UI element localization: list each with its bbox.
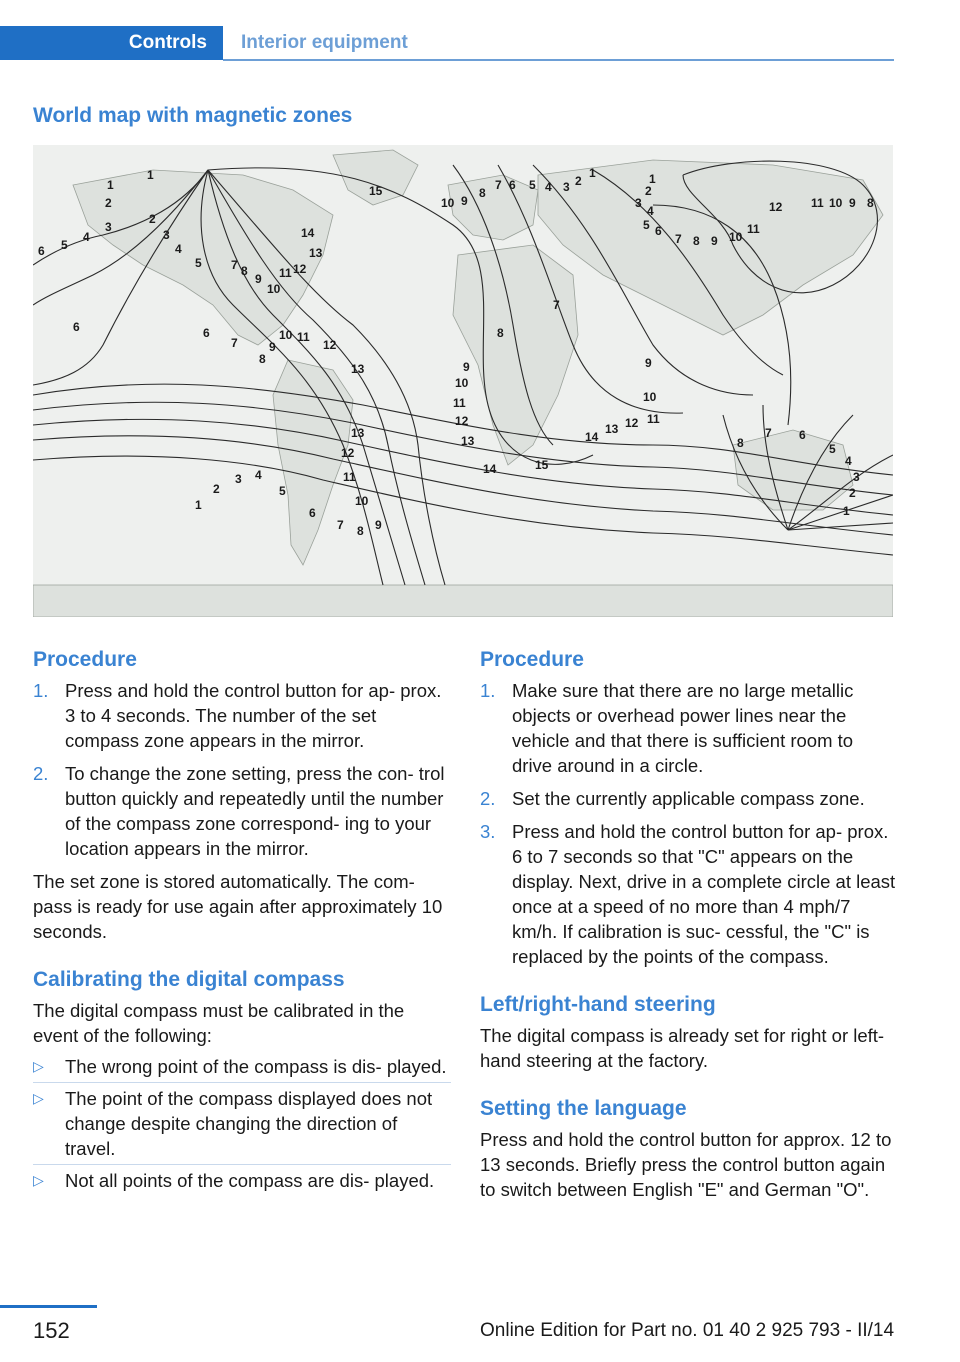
step-number: 1.	[480, 680, 496, 701]
zone-label: 9	[461, 194, 468, 208]
zone-label: 13	[309, 246, 323, 260]
zone-label: 7	[675, 232, 682, 246]
zone-label: 1	[107, 178, 114, 192]
map-svg	[33, 145, 893, 617]
zone-label: 12	[769, 200, 783, 214]
zone-label: 3	[563, 180, 570, 194]
step-text: Set the currently applicable compass zone.	[512, 788, 865, 809]
zone-label: 2	[105, 196, 112, 210]
zone-label: 12	[625, 416, 639, 430]
zone-label: 7	[495, 178, 502, 192]
zone-label: 12	[341, 446, 355, 460]
header-rule	[223, 59, 894, 61]
list-item	[33, 1054, 451, 1079]
language-heading: Setting the language	[480, 1097, 687, 1120]
zone-label: 2	[149, 212, 156, 226]
antarctica-shape	[33, 585, 893, 617]
zone-label: 2	[213, 482, 220, 496]
calibrating-heading: Calibrating the digital compass	[33, 968, 345, 991]
zone-label: 10	[729, 230, 743, 244]
zone-label: 9	[849, 196, 856, 210]
zone-label: 7	[231, 258, 238, 272]
procedure-heading: Procedure	[33, 648, 137, 671]
zone-label: 5	[643, 218, 650, 232]
step-number: 1.	[33, 680, 49, 701]
zone-label: 12	[293, 262, 307, 276]
triangle-bullet-icon: ▷	[33, 1172, 44, 1188]
right-column	[480, 646, 898, 1208]
zone-label: 10	[267, 282, 281, 296]
zone-label: 4	[647, 204, 654, 218]
zone-label: 9	[375, 518, 382, 532]
calibration-procedure-steps	[480, 678, 898, 969]
language-text: Press and hold the control button for approx. 12 to 13 seconds. Briefly press the control button again to switch between English "E" and German "O".	[480, 1129, 892, 1200]
section-tab-interior-equipment[interactable]: Interior equipment	[241, 32, 408, 53]
zone-label: 3	[635, 196, 642, 210]
zone-label: 3	[853, 470, 860, 484]
zone-label: 6	[38, 244, 45, 258]
zone-label: 8	[693, 234, 700, 248]
zone-label: 10	[279, 328, 293, 342]
zone-label: 7	[553, 298, 560, 312]
zone-label: 8	[497, 326, 504, 340]
calibration-procedure-heading: Procedure	[480, 648, 584, 671]
steering-text: The digital compass is already set for right or left-hand steering at the factory.	[480, 1025, 885, 1071]
map-title: World map with magnetic zones	[33, 104, 353, 127]
zone-label: 14	[483, 462, 497, 476]
zone-label: 7	[231, 336, 238, 350]
list-item	[33, 678, 451, 753]
calibration-conditions	[33, 1054, 451, 1193]
zone-label: 15	[535, 458, 549, 472]
zone-label: 10	[455, 376, 469, 390]
zone-label: 6	[309, 506, 316, 520]
step-number: 2.	[480, 788, 496, 809]
zone-label: 11	[647, 412, 660, 426]
calibrating-intro: The digital compass must be calibrated in the event of the following:	[33, 1000, 405, 1046]
zone-label: 8	[867, 196, 874, 210]
list-item	[480, 678, 898, 778]
zone-label: 8	[737, 436, 744, 450]
zone-label: 8	[357, 524, 364, 538]
zone-label: 15	[369, 184, 383, 198]
zone-label: 12	[323, 338, 337, 352]
list-item	[33, 761, 451, 861]
zone-label: 9	[269, 340, 276, 354]
zone-label: 13	[351, 426, 365, 440]
zone-label: 8	[241, 264, 248, 278]
zone-label: 6	[203, 326, 210, 340]
left-column	[33, 646, 451, 1200]
zone-label: 3	[235, 472, 242, 486]
step-text: Press and hold the control button for ap‐ prox. 6 to 7 seconds so that "C" appears on the display. Next, drive in a complete circle at least once at a speed of no more than 4 mph/7 km/h. If calibration is suc‐ cessful, the "C" is replaced by the points of the compass.	[512, 821, 896, 967]
zone-label: 13	[351, 362, 365, 376]
zone-label: 13	[461, 434, 475, 448]
zone-label: 13	[605, 422, 619, 436]
zone-label: 1	[589, 166, 596, 180]
zone-label: 9	[711, 234, 718, 248]
zone-label: 12	[455, 414, 469, 428]
stored-zone-text: The set zone is stored automatically. The com‐ pass is ready for use again after approximately 10 seconds.	[33, 871, 443, 942]
zone-label: 10	[441, 196, 455, 210]
zone-procedure-steps	[33, 678, 451, 861]
divider	[33, 1082, 451, 1083]
zone-label: 10	[643, 390, 657, 404]
zone-label: 5	[529, 178, 536, 192]
bullet-text: Not all points of the compass are dis‐ played.	[65, 1170, 435, 1191]
step-number: 3.	[480, 821, 496, 842]
divider	[33, 1164, 451, 1165]
zone-label: 2	[645, 184, 652, 198]
zone-label: 5	[829, 442, 836, 456]
zone-label: 5	[279, 484, 286, 498]
zone-label: 7	[765, 426, 772, 440]
zone-label: 4	[83, 230, 90, 244]
zone-label: 14	[301, 226, 315, 240]
zone-label: 4	[175, 242, 182, 256]
list-item	[480, 819, 898, 969]
footer-rule	[0, 1305, 97, 1308]
zone-label: 2	[575, 174, 582, 188]
zone-label: 3	[105, 220, 112, 234]
zone-label: 3	[163, 228, 170, 242]
step-text: To change the zone setting, press the con‐ trol button quickly and repeatedly until the number of the compass zone correspond‐ ing to your location appears in the mirror.	[65, 763, 445, 859]
zone-label: 6	[655, 224, 662, 238]
zone-label: 9	[645, 356, 652, 370]
bullet-text: The wrong point of the compass is dis‐ played.	[65, 1056, 447, 1077]
triangle-bullet-icon: ▷	[33, 1090, 44, 1106]
zone-label: 5	[195, 256, 202, 270]
zone-label: 11	[453, 396, 466, 410]
list-item	[33, 1168, 451, 1193]
zone-label: 9	[463, 360, 470, 374]
steering-heading: Left/right-hand steering	[480, 993, 716, 1016]
page-header	[0, 26, 894, 62]
magnetic-zone-map	[33, 145, 893, 617]
zone-label: 11	[811, 196, 824, 210]
zone-label: 1	[843, 504, 850, 518]
zone-label: 6	[73, 320, 80, 334]
zone-label: 10	[355, 494, 369, 508]
zone-label: 11	[297, 330, 310, 344]
zone-label: 8	[479, 186, 486, 200]
zone-label: 1	[649, 172, 656, 186]
page-number: 152	[33, 1318, 70, 1343]
zone-label: 1	[147, 168, 154, 182]
zone-label: 4	[545, 180, 552, 194]
zone-label: 5	[61, 238, 68, 252]
zone-label: 6	[509, 178, 516, 192]
bullet-text: The point of the compass displayed does not change despite changing the direction of travel.	[65, 1088, 433, 1159]
list-item	[480, 786, 898, 811]
step-number: 2.	[33, 763, 49, 784]
chapter-tab-controls[interactable]: Controls	[0, 26, 223, 60]
triangle-bullet-icon: ▷	[33, 1058, 44, 1074]
zone-label: 4	[845, 454, 852, 468]
edition-text: Online Edition for Part no. 01 40 2 925 793 - II/14	[480, 1320, 895, 1341]
step-text: Make sure that there are no large metallic objects or overhead power lines near the vehicle and that there is sufficient room to drive around in a circle.	[512, 680, 854, 776]
list-item	[33, 1086, 451, 1161]
zone-label: 1	[195, 498, 202, 512]
zone-label: 10	[829, 196, 843, 210]
zone-label: 11	[279, 266, 292, 280]
zone-label: 6	[799, 428, 806, 442]
zone-label: 11	[343, 470, 356, 484]
zone-label: 14	[585, 430, 599, 444]
zone-label: 2	[849, 486, 856, 500]
zone-label: 9	[255, 272, 262, 286]
zone-label: 8	[259, 352, 266, 366]
zone-label: 11	[747, 222, 760, 236]
zone-label: 4	[255, 468, 262, 482]
zone-label: 7	[337, 518, 344, 532]
step-text: Press and hold the control button for ap‐ prox. 3 to 4 seconds. The number of the set compass zone appears in the mirror.	[65, 680, 442, 751]
